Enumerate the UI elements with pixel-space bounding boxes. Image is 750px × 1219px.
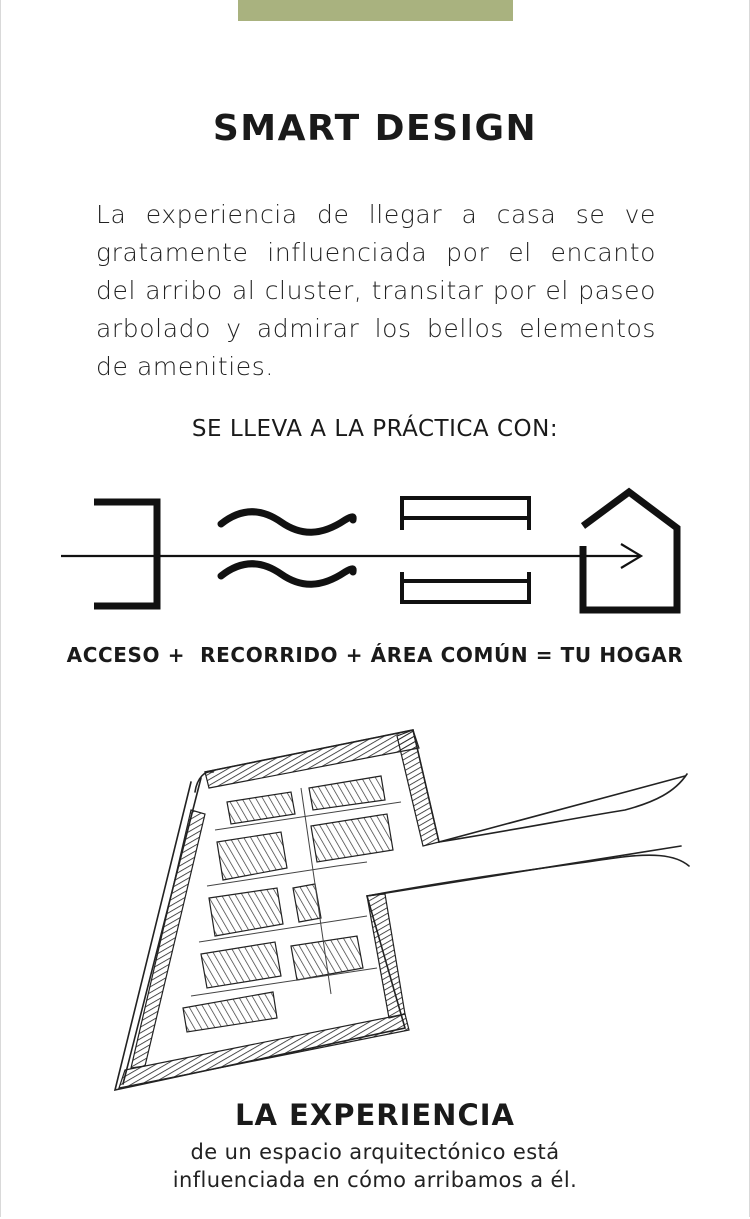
accent-bar [238,0,513,21]
experience-line-2: influenciada en cómo arribamos a él. [172,1168,578,1192]
intro-paragraph: La experiencia de llegar a casa se ve gratamente influenciada por el encanto del arribo al cluster, transitar por el paseo arbolado y admirar los bellos elementos de amenities. [96,200,656,381]
home-icon [583,492,677,610]
common-area-bars-icon [402,496,529,604]
flow-arrow-icon [61,544,641,568]
page-title: SMART DESIGN [212,108,538,149]
practice-heading: SE LLEVA A LA PRÁCTICA CON: [191,416,559,442]
site-plan-sketch [105,718,695,1098]
concept-diagram [55,486,695,618]
experience-line-1: de un espacio arquitectónico está [190,1140,560,1164]
experience-description [0,1138,750,1194]
experience-title: LA EXPERIENCIA [235,1098,515,1132]
path-waves-icon [221,512,353,585]
access-bracket-icon [94,502,157,606]
concept-equation: ACCESO + RECORRIDO + ÁREA COMÚN = TU HOGAR [66,643,684,667]
